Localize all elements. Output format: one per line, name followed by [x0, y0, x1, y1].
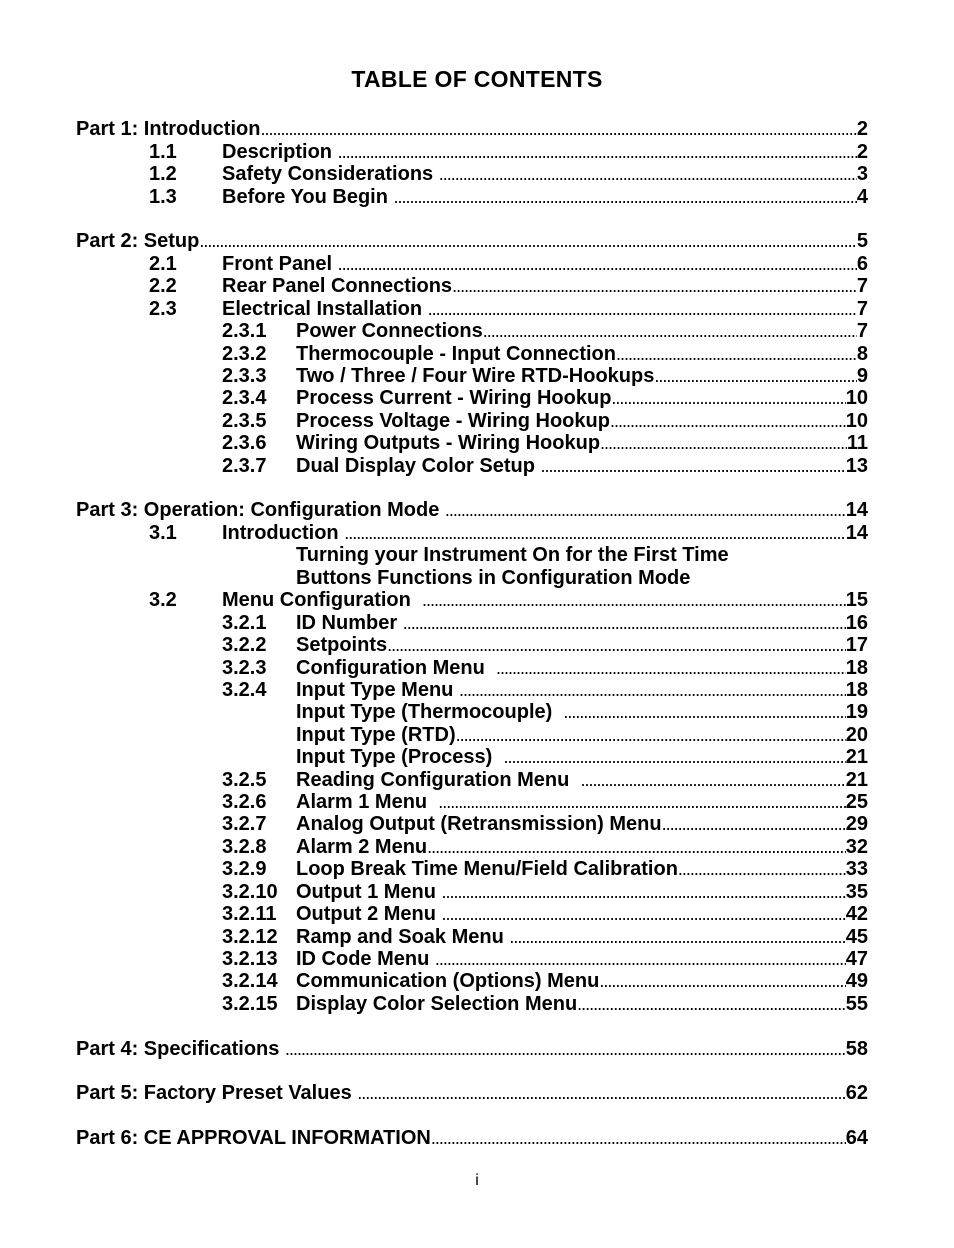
- toc-entry[interactable]: [0, 343, 954, 366]
- toc-entry-number: 3.1: [149, 522, 177, 544]
- toc-entry-number: 2.1: [149, 253, 177, 275]
- toc-entry-label: Reading Configuration Menu: [296, 769, 581, 791]
- toc-entry[interactable]: [0, 118, 954, 141]
- toc-entry-page: 29: [845, 813, 868, 835]
- toc-entry-label: Ramp and Soak Menu: [296, 926, 510, 948]
- toc-entry[interactable]: [0, 1082, 954, 1105]
- dot-leader: [285, 1038, 846, 1061]
- toc-entry-label: Loop Break Time Menu/Field Calibration: [296, 858, 678, 880]
- toc-entry-label: Configuration Menu: [296, 657, 496, 679]
- toc-entry-page: 3: [856, 163, 868, 185]
- toc-entry-page: 62: [845, 1082, 868, 1104]
- dot-leader: [439, 163, 857, 186]
- toc-entry-label: Part 2: Setup: [76, 230, 200, 252]
- toc-entry-page: 2: [856, 118, 868, 140]
- toc-entry-number: 3.2.6: [222, 791, 267, 813]
- toc-entry-page: 15: [845, 589, 868, 611]
- toc-entry-number: 2.3.7: [222, 455, 267, 477]
- toc-entry-label: Output 1 Menu: [296, 881, 442, 903]
- toc-entry-page: 25: [845, 791, 868, 813]
- toc-entry-label: Analog Output (Retransmission) Menu: [296, 813, 662, 835]
- toc-entry-label: Turning your Instrument On for the First Time: [296, 544, 729, 566]
- toc-entry-number: 2.3.2: [222, 343, 267, 365]
- toc-entry-label: Process Current - Wiring Hookup: [296, 387, 612, 409]
- dot-leader: [260, 118, 856, 141]
- toc-entry-number: 3.2.4: [222, 679, 267, 701]
- toc-entry-number: 1.3: [149, 186, 177, 208]
- page-title: TABLE OF CONTENTS: [351, 66, 603, 92]
- toc-entry-label: Part 3: Operation: Configuration Mode: [76, 499, 445, 521]
- toc-entry[interactable]: [0, 1127, 954, 1150]
- toc-entry-label: Communication (Options) Menu: [296, 970, 600, 992]
- dot-leader: [435, 948, 846, 971]
- toc-entry-number: 3.2.13: [222, 948, 278, 970]
- toc-entry-label: Input Type (Process): [296, 746, 504, 768]
- toc-entry-label: Input Type Menu: [296, 679, 459, 701]
- toc-entry[interactable]: [0, 1038, 954, 1061]
- toc-entry[interactable]: [0, 634, 954, 657]
- toc-entry-label: Dual Display Color Setup: [296, 455, 541, 477]
- toc-entry-page: 64: [845, 1127, 868, 1149]
- toc-entry-number: 3.2.1: [222, 612, 267, 634]
- toc-entry-label: Display Color Selection Menu: [296, 993, 578, 1015]
- toc-entry[interactable]: [0, 612, 954, 635]
- dot-leader: [563, 701, 845, 724]
- toc-entry-label: ID Number: [296, 612, 403, 634]
- toc-entry-page: 19: [845, 701, 868, 723]
- toc-entry[interactable]: [0, 432, 954, 455]
- dot-leader: [445, 499, 846, 522]
- toc-entry-label: Output 2 Menu: [296, 903, 442, 925]
- toc-entry[interactable]: [0, 948, 954, 971]
- toc-entry[interactable]: [0, 455, 954, 478]
- toc-entry-page: 14: [845, 522, 868, 544]
- toc-entry-number: 3.2.3: [222, 657, 267, 679]
- dot-leader: [456, 724, 846, 747]
- toc-entry[interactable]: [0, 701, 954, 724]
- toc-entry-number: 3.2.5: [222, 769, 267, 791]
- dot-leader: [540, 455, 845, 478]
- toc-entry-number: 3.2.7: [222, 813, 267, 835]
- toc-entry-label: Safety Considerations: [222, 163, 439, 185]
- toc-entry[interactable]: [0, 746, 954, 769]
- toc-entry[interactable]: [0, 679, 954, 702]
- toc-entry-number: 3.2.10: [222, 881, 278, 903]
- toc-entry[interactable]: [0, 387, 954, 410]
- toc-entry[interactable]: [0, 589, 954, 612]
- toc-entry-label: Process Voltage - Wiring Hookup: [296, 410, 610, 432]
- toc-entry-page: 58: [845, 1038, 868, 1060]
- toc-entry-page: 7: [856, 298, 868, 320]
- dot-leader: [403, 612, 846, 635]
- toc-entry-number: 2.3.5: [222, 410, 267, 432]
- dot-leader: [459, 679, 846, 702]
- dot-leader: [431, 1127, 846, 1150]
- dot-leader: [509, 926, 845, 949]
- dot-leader: [654, 365, 857, 388]
- toc-entry-number: 2.3.1: [222, 320, 267, 342]
- toc-entry-label: Two / Three / Four Wire RTD-Hookups: [296, 365, 655, 387]
- toc-entry-number: 3.2: [149, 589, 177, 611]
- toc-entry-number: 3.2.12: [222, 926, 278, 948]
- toc-entry-label: Thermocouple - Input Connection: [296, 343, 616, 365]
- toc-entry-number: 3.2.8: [222, 836, 267, 858]
- dot-leader: [357, 1082, 846, 1105]
- toc-entry-page: 33: [845, 858, 868, 880]
- dot-leader: [610, 410, 846, 433]
- toc-entry-label: Input Type (Thermocouple): [296, 701, 564, 723]
- dot-leader: [503, 746, 845, 769]
- toc-entry-label: Wiring Outputs - Wiring Hookup: [296, 432, 601, 454]
- dot-leader: [338, 141, 857, 164]
- toc-entry[interactable]: [0, 836, 954, 859]
- dot-leader: [577, 993, 846, 1016]
- toc-entry-label: Part 4: Specifications: [76, 1038, 285, 1060]
- toc-entry[interactable]: [0, 230, 954, 253]
- toc-entry[interactable]: [0, 813, 954, 836]
- toc-entry-page: 2: [856, 141, 868, 163]
- dot-leader: [427, 836, 846, 859]
- toc-entry-page: 5: [856, 230, 868, 252]
- toc-entry[interactable]: [0, 881, 954, 904]
- toc-entry-page: 10: [845, 410, 868, 432]
- toc-entry-label: Power Connections: [296, 320, 483, 342]
- toc-entry-number: 3.2.9: [222, 858, 267, 880]
- toc-entry-label: Electrical Installation: [222, 298, 428, 320]
- toc-entry[interactable]: [0, 522, 954, 545]
- dot-leader: [483, 320, 857, 343]
- toc-entry-number: 2.3.3: [222, 365, 267, 387]
- toc-entry-page: 32: [845, 836, 868, 858]
- dot-leader: [611, 387, 845, 410]
- toc-entry-label: Part 1: Introduction: [76, 118, 261, 140]
- toc-entry-number: 2.2: [149, 275, 177, 297]
- dot-leader: [387, 634, 846, 657]
- toc-entry-label: Before You Begin: [222, 186, 394, 208]
- toc-entry-page: 7: [856, 275, 868, 297]
- toc-entry-page: 42: [845, 903, 868, 925]
- toc-entry-label: Rear Panel Connections: [222, 275, 453, 297]
- toc-entry-label: Alarm 2 Menu: [296, 836, 428, 858]
- dot-leader: [442, 881, 846, 904]
- toc-entry[interactable]: [0, 298, 954, 321]
- toc-entry[interactable]: [0, 186, 954, 209]
- dot-leader: [496, 657, 846, 680]
- dot-leader: [199, 230, 857, 253]
- toc-entry-page: 10: [845, 387, 868, 409]
- toc-entry[interactable]: [0, 320, 954, 343]
- toc-entry-number: 3.2.14: [222, 970, 278, 992]
- toc-entry[interactable]: [0, 275, 954, 298]
- toc-entry-page: 17: [845, 634, 868, 656]
- toc-entry[interactable]: [0, 657, 954, 680]
- dot-leader: [678, 858, 846, 881]
- toc-entry-page: 47: [845, 948, 868, 970]
- toc-entry-label: Introduction: [222, 522, 345, 544]
- toc-entry-page: 45: [845, 926, 868, 948]
- toc-entry-number: 2.3: [149, 298, 177, 320]
- toc-entry-page: 18: [845, 679, 868, 701]
- toc-entry-label: Menu Configuration: [222, 589, 422, 611]
- toc-entry[interactable]: [0, 365, 954, 388]
- toc-entry-label: Description: [222, 141, 338, 163]
- toc-entry-page: 18: [845, 657, 868, 679]
- toc-entry-page: 20: [845, 724, 868, 746]
- toc-entry-label: Setpoints: [296, 634, 388, 656]
- toc-entry[interactable]: [0, 724, 954, 747]
- toc-entry[interactable]: [0, 970, 954, 993]
- toc-entry-page: 35: [845, 881, 868, 903]
- dot-leader: [338, 253, 857, 276]
- toc-entry-label: Alarm 1 Menu: [296, 791, 439, 813]
- toc-entry[interactable]: [0, 163, 954, 186]
- dot-leader: [428, 298, 857, 321]
- toc-entry-number: 2.3.6: [222, 432, 267, 454]
- toc-entry-page: 14: [845, 499, 868, 521]
- toc-entry-number: 3.2.15: [222, 993, 278, 1015]
- dot-leader: [438, 791, 845, 814]
- toc-entry-page: 16: [845, 612, 868, 634]
- toc-entry-page: 49: [845, 970, 868, 992]
- dot-leader: [600, 432, 847, 455]
- toc-entry[interactable]: [0, 141, 954, 164]
- toc-entry-page: 6: [856, 253, 868, 275]
- toc-entry-number: 3.2.2: [222, 634, 267, 656]
- toc-entry-number: 1.2: [149, 163, 177, 185]
- toc-entry-label: Part 6: CE APPROVAL INFORMATION: [76, 1127, 431, 1149]
- toc-entry-number: 2.3.4: [222, 387, 267, 409]
- toc-entry[interactable]: [0, 926, 954, 949]
- toc-entry[interactable]: [0, 858, 954, 881]
- toc-entry-page: 9: [856, 365, 868, 387]
- toc-entry-page: 7: [856, 320, 868, 342]
- toc-entry-label: Front Panel: [222, 253, 338, 275]
- toc-entry-label: Buttons Functions in Configuration Mode: [296, 567, 691, 589]
- toc-entry[interactable]: [0, 567, 954, 590]
- toc-entry-page: 21: [845, 746, 868, 768]
- toc-entry-label: ID Code Menu: [296, 948, 435, 970]
- dot-leader: [452, 275, 857, 298]
- page-number: i: [475, 1172, 479, 1189]
- dot-leader: [580, 769, 845, 792]
- toc-entry[interactable]: [0, 769, 954, 792]
- toc-entry-page: 55: [845, 993, 868, 1015]
- dot-leader: [344, 522, 846, 545]
- toc-entry-page: 13: [845, 455, 868, 477]
- toc-entry-label: Part 5: Factory Preset Values: [76, 1082, 358, 1104]
- dot-leader: [662, 813, 846, 836]
- toc-entry[interactable]: [0, 410, 954, 433]
- dot-leader: [442, 903, 846, 926]
- dot-leader: [599, 970, 845, 993]
- toc-entry[interactable]: [0, 253, 954, 276]
- toc-entry-label: Input Type (RTD): [296, 724, 456, 746]
- toc-entry[interactable]: [0, 993, 954, 1016]
- toc-entry-page: 11: [846, 432, 868, 454]
- toc-entry-page: 21: [845, 769, 868, 791]
- dot-leader: [422, 589, 846, 612]
- dot-leader: [394, 186, 857, 209]
- toc-entry-page: 4: [856, 186, 868, 208]
- toc-entry[interactable]: [0, 499, 954, 522]
- toc-entry-page: 8: [856, 343, 868, 365]
- toc-entry-number: 1.1: [149, 141, 177, 163]
- dot-leader: [616, 343, 857, 366]
- toc-entry[interactable]: [0, 791, 954, 814]
- toc-entry-number: 3.2.11: [222, 903, 277, 925]
- toc-entry[interactable]: [0, 544, 954, 567]
- toc-entry[interactable]: [0, 903, 954, 926]
